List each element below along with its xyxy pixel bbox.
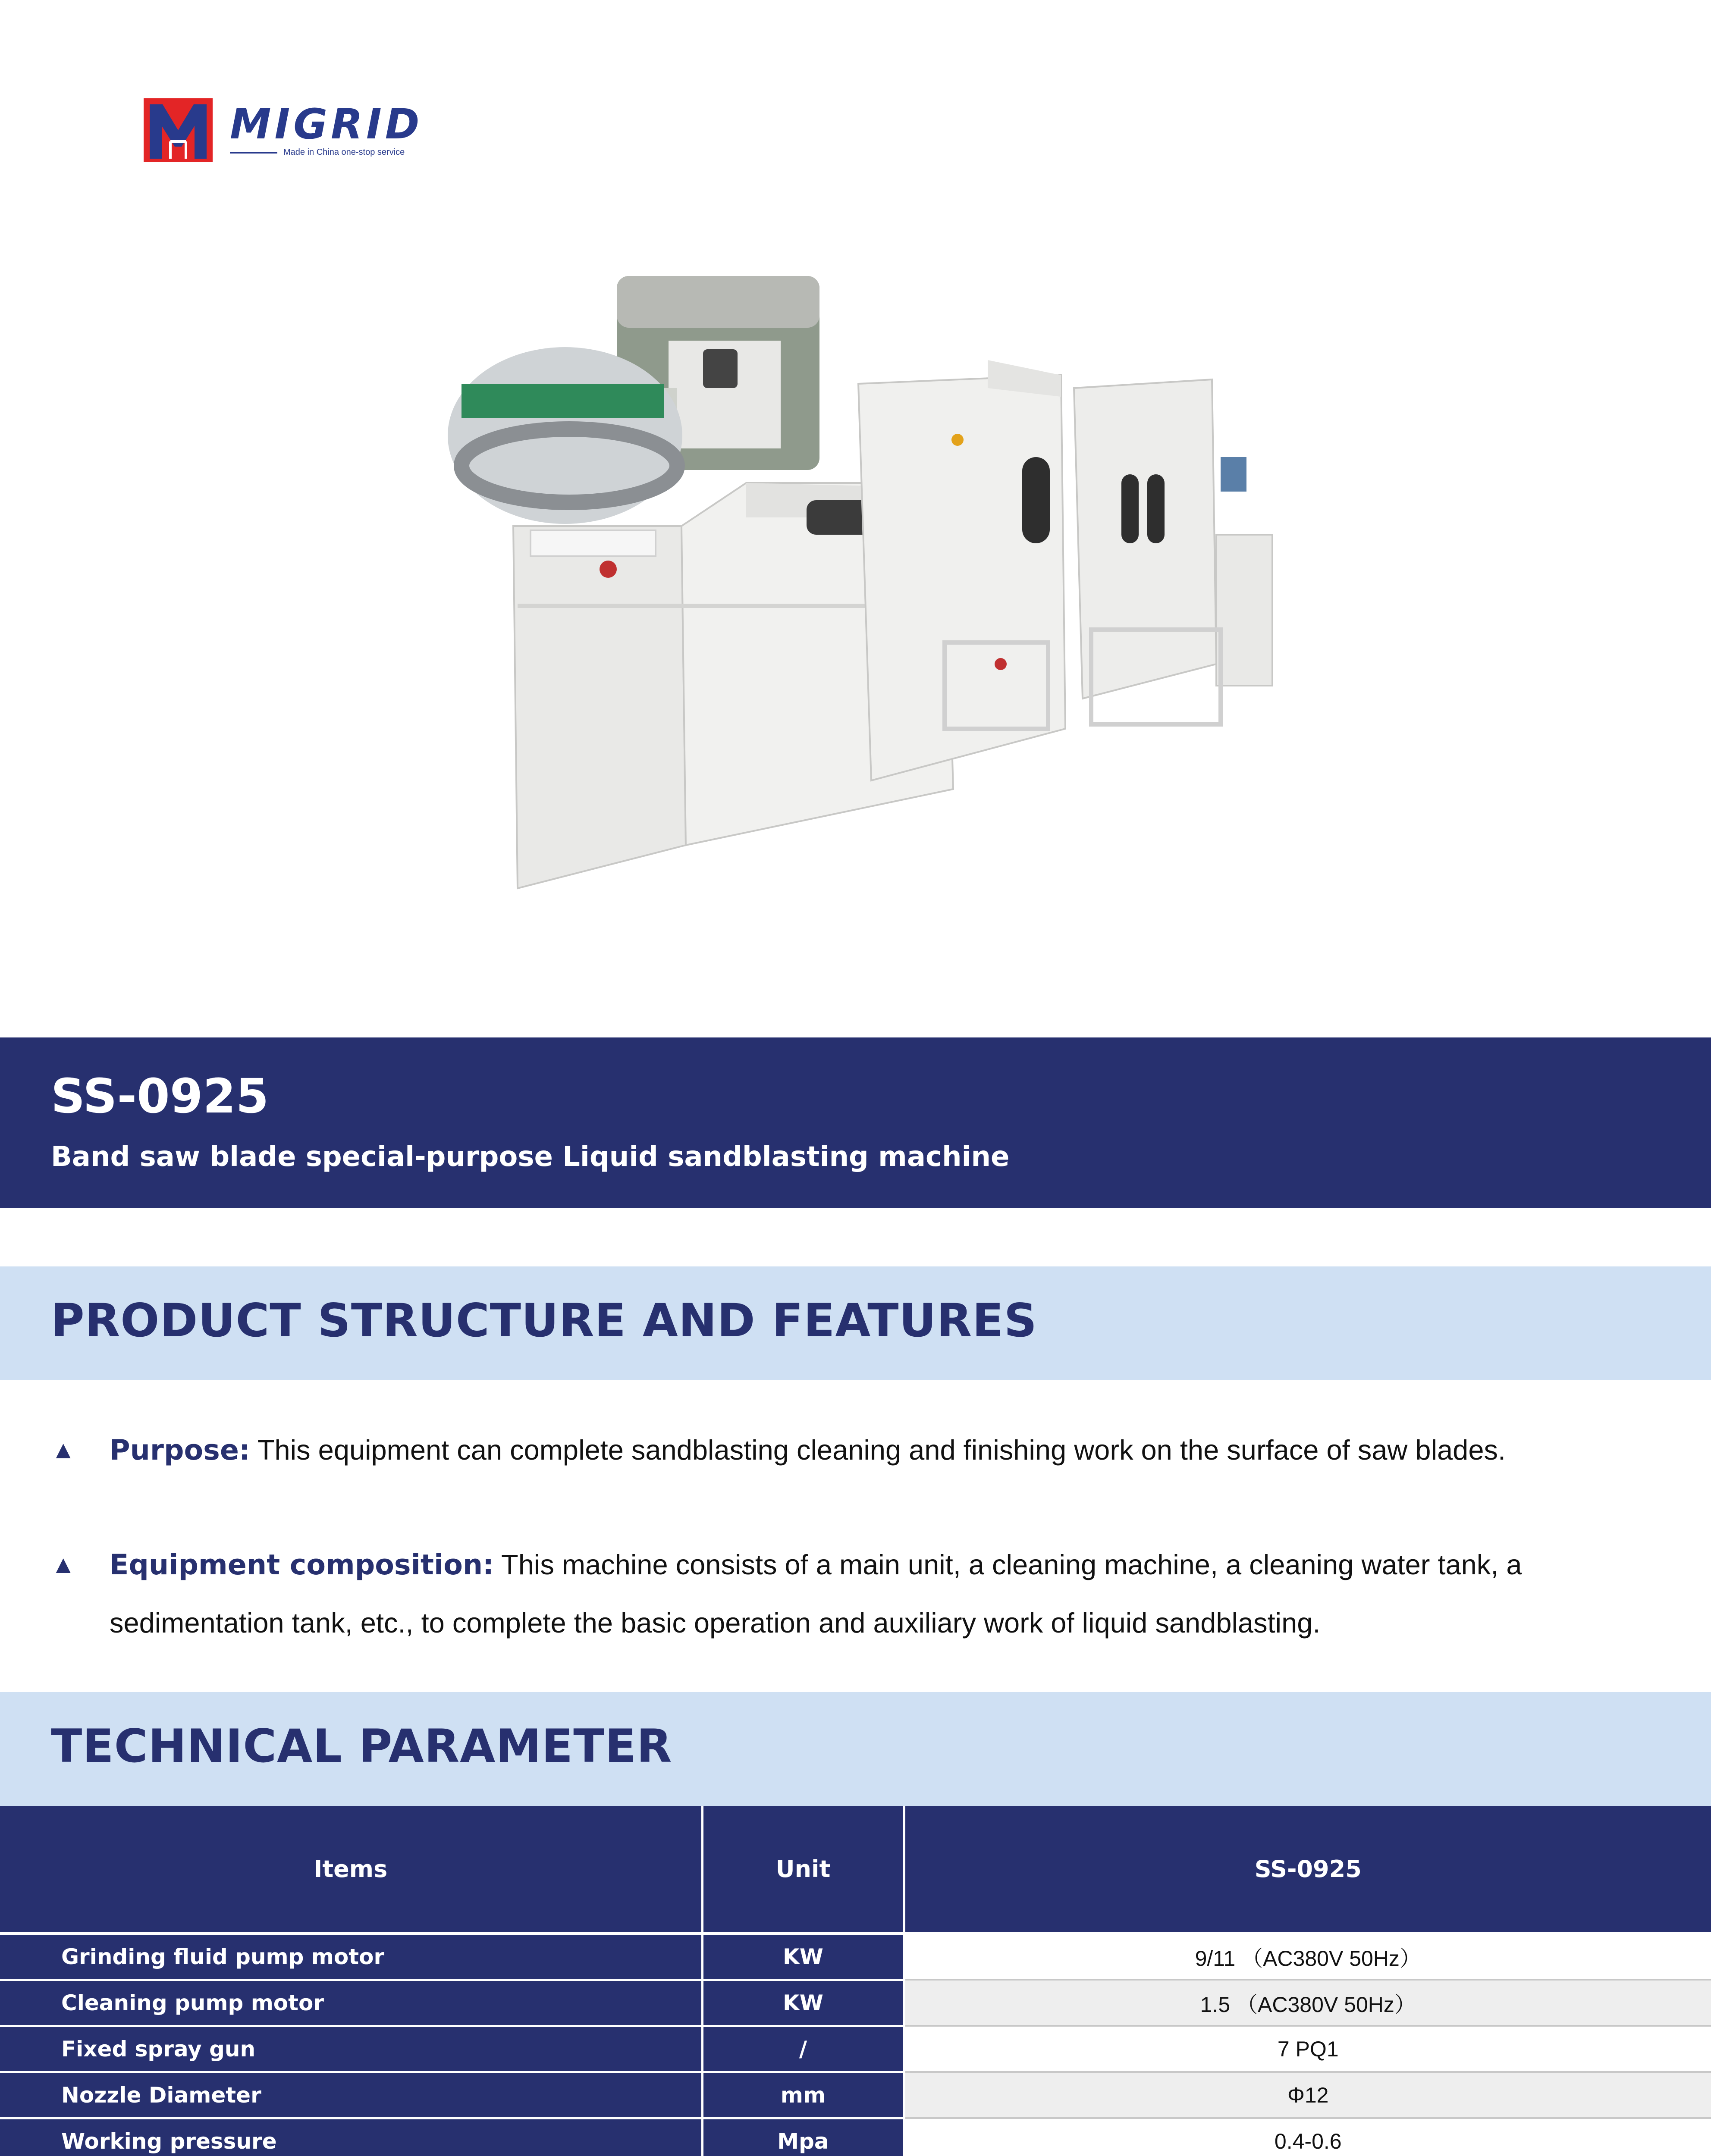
product-image xyxy=(427,276,1290,906)
row-unit: / xyxy=(702,2026,904,2072)
row-value: 7 PQ1 xyxy=(904,2026,1711,2072)
table-row xyxy=(0,1934,1711,1980)
brand-name: MIGRID xyxy=(230,100,423,148)
model-subtitle: Band saw blade special-purpose Liquid sandblasting machine xyxy=(51,1141,1010,1173)
feature-equipment-composition xyxy=(51,1536,1645,1652)
column-header-model: SS-0925 xyxy=(904,1806,1711,1934)
feature-text: This machine consists of a main unit, a cleaning machine, a cleaning water tank, a sedimentation tank, etc., to complete the basic operation and auxiliary work of liquid sandblasting. xyxy=(110,1549,1522,1639)
column-header-unit: Unit xyxy=(702,1806,904,1934)
row-value: 1.5 （AC380V 50Hz） xyxy=(904,1980,1711,2026)
technical-parameter-table xyxy=(0,1806,1711,2156)
row-item: Nozzle Diameter xyxy=(0,2072,702,2118)
row-value: 9/11 （AC380V 50Hz） xyxy=(904,1934,1711,1980)
row-value: Φ12 xyxy=(904,2072,1711,2118)
row-item: Working pressure xyxy=(0,2118,702,2156)
features-heading: PRODUCT STRUCTURE AND FEATURES xyxy=(51,1294,1037,1347)
table-row xyxy=(0,2118,1711,2156)
row-unit: Mpa xyxy=(702,2118,904,2156)
table-row xyxy=(0,2072,1711,2118)
table-row xyxy=(0,2026,1711,2072)
feature-text: This equipment can complete sandblasting cleaning and finishing work on the surface of saw blades. xyxy=(257,1434,1506,1466)
triangle-bullet-icon: ▲ xyxy=(51,1551,76,1579)
feature-purpose xyxy=(51,1421,1645,1479)
row-item: Cleaning pump motor xyxy=(0,1980,702,2026)
row-item: Grinding fluid pump motor xyxy=(0,1934,702,1980)
brand-tagline: Made in China one-stop service xyxy=(283,147,405,157)
sandblasting-cabinet-1 xyxy=(858,360,1065,780)
saw-blade-photo-inset xyxy=(448,347,682,524)
feature-label: Purpose: xyxy=(110,1434,250,1467)
feature-label: Equipment composition: xyxy=(110,1549,494,1581)
triangle-bullet-icon: ▲ xyxy=(51,1436,76,1464)
table-row xyxy=(0,1980,1711,2026)
model-title: SS-0925 xyxy=(51,1069,269,1124)
features-section-header xyxy=(0,1266,1711,1380)
brand-logo xyxy=(144,98,423,162)
migrid-logo-icon xyxy=(144,98,213,162)
table-header-row xyxy=(0,1806,1711,1934)
row-unit: KW xyxy=(702,1980,904,2026)
row-unit: mm xyxy=(702,2072,904,2118)
sandblasting-cabinet-2 xyxy=(1074,379,1272,724)
row-item: Fixed spray gun xyxy=(0,2026,702,2072)
product-title-band xyxy=(0,1037,1711,1208)
column-header-items: Items xyxy=(0,1806,702,1934)
row-value: 0.4-0.6 xyxy=(904,2118,1711,2156)
tech-section-header xyxy=(0,1692,1711,1806)
tech-heading: TECHNICAL PARAMETER xyxy=(51,1720,672,1773)
row-unit: KW xyxy=(702,1934,904,1980)
